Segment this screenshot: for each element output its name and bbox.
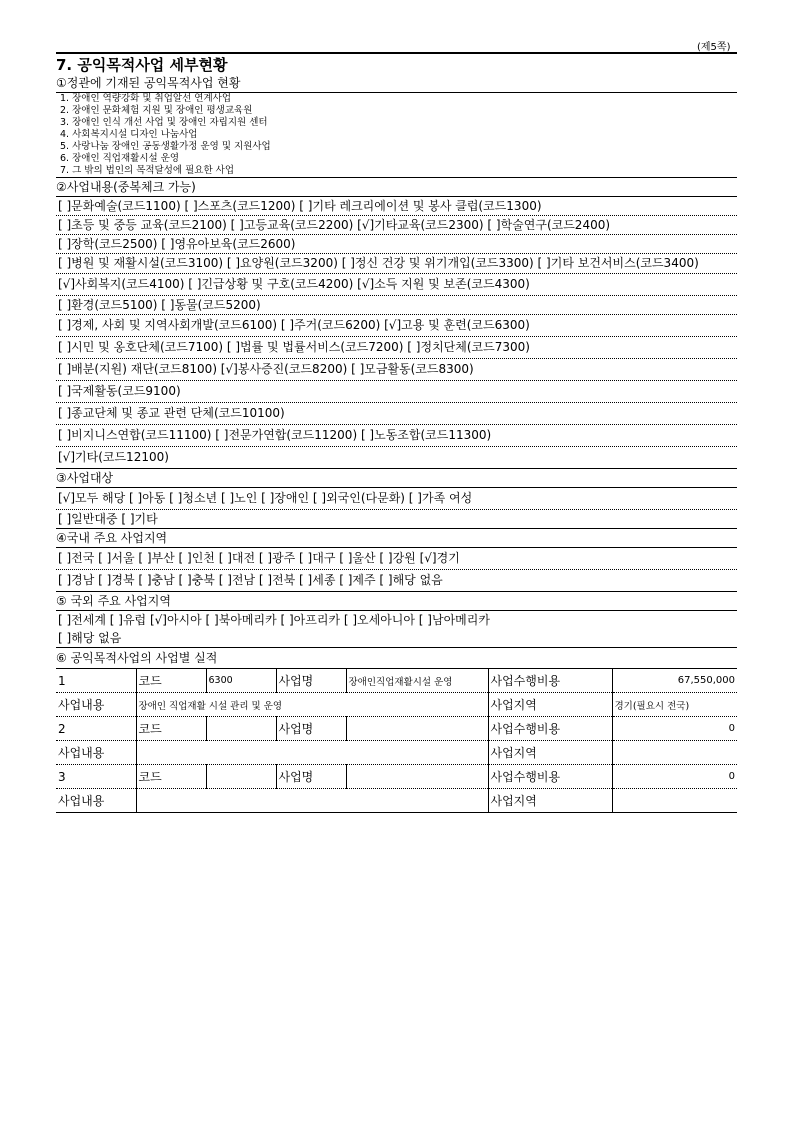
cost-label: 사업수행비용 (488, 765, 612, 789)
purpose-item: 6. 장애인 직업재활시설 운영 (60, 153, 180, 164)
business-content-row: [ ]비지니스연합(코드11100) [ ]전문가연합(코드11200) [ ]노동조합(코드11300) (56, 425, 737, 447)
business-content-row: [ ]장학(코드2500) [ ]영유아보육(코드2600) (56, 235, 737, 254)
purpose-heading: ①정관에 기재된 공익목적사업 현황 (56, 76, 241, 90)
target-heading: ③사업대상 (56, 469, 737, 488)
section-title: 7. 공익목적사업 세부현황 (56, 52, 737, 74)
business-content-row: [√]사회복지(코드4100) [ ]긴급상황 및 구호(코드4200) [√]소득 지원 및 보존(코드4300) (56, 274, 737, 296)
document-body (56, 52, 737, 813)
business-content-row: [ ]시민 및 옹호단체(코드7100) [ ]법률 및 법률서비스(코드7200) [ ]정치단체(코드7300) (56, 337, 737, 359)
name-value (346, 717, 488, 741)
content-label: 사업내용 (56, 693, 136, 717)
purpose-item: 1. 장애인 역량강화 및 취업알선 연계사업 (60, 93, 231, 104)
table-row (56, 669, 737, 693)
purpose-list (56, 92, 737, 178)
name-value (346, 765, 488, 789)
region-value (612, 789, 737, 813)
cost-label: 사업수행비용 (488, 717, 612, 741)
overseas-region-heading: ⑤ 국외 주요 사업지역 (56, 592, 737, 611)
content-value (136, 789, 488, 813)
target-row: [√]모두 해당 [ ]아동 [ ]청소년 [ ]노인 [ ]장애인 [ ]외국인(다문화) [ ]가족 여성 (56, 488, 737, 510)
domestic-region-row: [ ]경남 [ ]경북 [ ]충남 [ ]충북 [ ]전남 [ ]전북 [ ]세종 [ ]제주 [ ]해당 없음 (56, 570, 737, 592)
region-label: 사업지역 (488, 741, 612, 765)
content-value: 장애인 직업재활 시설 관리 및 운영 (136, 693, 488, 717)
code-value (206, 765, 276, 789)
code-value (206, 717, 276, 741)
purpose-item: 3. 장애인 인식 개선 사업 및 장애인 자립지원 센터 (60, 117, 268, 128)
domestic-region-heading: ④국내 주요 사업지역 (56, 529, 737, 548)
purpose-item: 4. 사회복지시설 디자인 나눔사업 (60, 129, 198, 140)
overseas-region-row: [ ]해당 없음 (56, 629, 737, 648)
content-value (136, 741, 488, 765)
region-value (612, 741, 737, 765)
code-label: 코드 (136, 717, 206, 741)
name-value: 장애인직업재활시설 운영 (346, 669, 488, 693)
code-label: 코드 (136, 669, 206, 693)
table-row (56, 765, 737, 789)
purpose-item: 7. 그 밖의 법인의 목적달성에 필요한 사업 (56, 165, 737, 178)
business-content-row: [√]기타(코드12100) (56, 447, 737, 469)
purpose-item: 2. 장애인 문화체험 지원 및 장애인 평생교육원 (60, 105, 253, 116)
project-no: 2 (56, 717, 136, 741)
content-label: 사업내용 (56, 789, 136, 813)
overseas-region-row: [ ]전세계 [ ]유럽 [√]아시아 [ ]북아메리카 [ ]아프리카 [ ]오세아니아 [ ]남아메리카 (58, 613, 490, 627)
project-no: 3 (56, 765, 136, 789)
business-content-row: [ ]배분(지원) 재단(코드8100) [√]봉사증진(코드8200) [ ]모금활동(코드8300) (56, 359, 737, 381)
domestic-region-row: [ ]전국 [ ]서울 [ ]부산 [ ]인천 [ ]대전 [ ]광주 [ ]대구 [ ]울산 [ ]강원 [√]경기 (56, 548, 737, 570)
region-label: 사업지역 (488, 789, 612, 813)
business-content-row: [ ]환경(코드5100) [ ]동물(코드5200) (56, 296, 737, 315)
target-row: [ ]일반대중 [ ]기타 (56, 510, 737, 529)
name-label: 사업명 (276, 717, 346, 741)
business-content-row: [ ]문화예술(코드1100) [ ]스포츠(코드1200) [ ]기타 레크리에이션 및 봉사 클럽(코드1300) (56, 197, 737, 216)
region-value: 경기(필요시 전국) (612, 693, 737, 717)
performance-table (56, 668, 737, 813)
content-label: 사업내용 (56, 741, 136, 765)
project-no: 1 (56, 669, 136, 693)
code-value: 6300 (206, 669, 276, 693)
cost-value: 67,550,000 (612, 669, 737, 693)
page-number: (제5쪽) (697, 42, 731, 53)
name-label: 사업명 (276, 765, 346, 789)
business-content-row: [ ]국제활동(코드9100) (56, 381, 737, 403)
business-content-row: [ ]병원 및 재활시설(코드3100) [ ]요양원(코드3200) [ ]정신 건강 및 위기개입(코드3300) [ ]기타 보건서비스(코드3400) (56, 254, 737, 274)
table-row (56, 717, 737, 741)
purpose-item: 5. 사랑나눔 장애인 공동생활가정 운영 및 지원사업 (60, 141, 271, 152)
business-content-row: [ ]초등 및 중등 교육(코드2100) [ ]고등교육(코드2200) [√]기타교육(코드2300) [ ]학술연구(코드2400) (56, 216, 737, 235)
cost-value: 0 (612, 765, 737, 789)
business-content-row: [ ]경제, 사회 및 지역사회개발(코드6100) [ ]주거(코드6200) [√]고용 및 훈련(코드6300) (56, 315, 737, 337)
name-label: 사업명 (276, 669, 346, 693)
business-content-heading: ②사업내용(중복체크 가능) (56, 178, 737, 197)
performance-heading: ⑥ 공익목적사업의 사업별 실적 (56, 651, 218, 665)
cost-value: 0 (612, 717, 737, 741)
table-row (56, 693, 737, 717)
cost-label: 사업수행비용 (488, 669, 612, 693)
table-row (56, 789, 737, 813)
table-row (56, 741, 737, 765)
business-content-row: [ ]종교단체 및 종교 관련 단체(코드10100) (56, 403, 737, 425)
region-label: 사업지역 (488, 693, 612, 717)
code-label: 코드 (136, 765, 206, 789)
